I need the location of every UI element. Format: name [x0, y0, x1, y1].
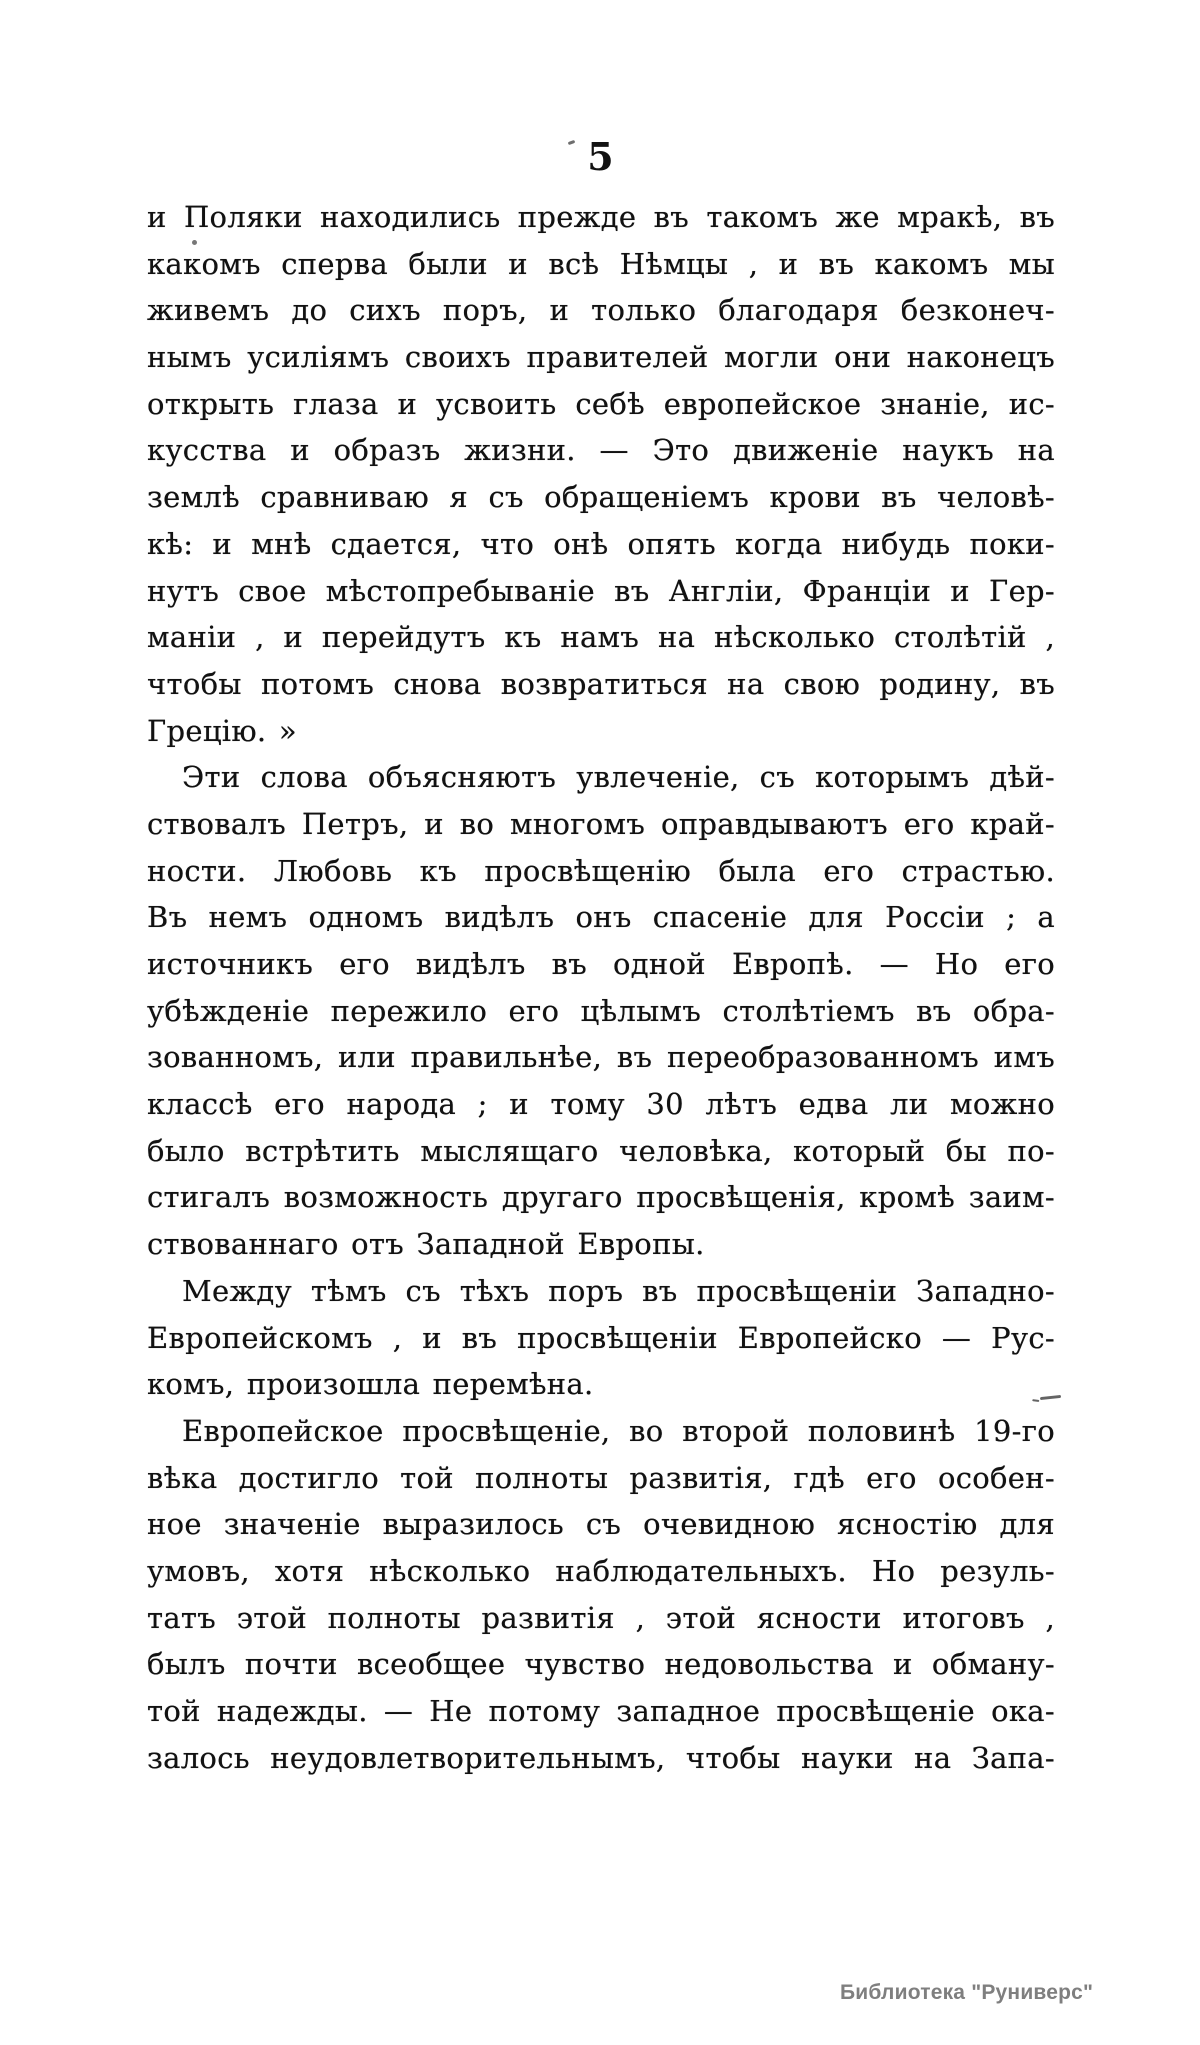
text-line: чтобы потомъ снова возвратиться на свою родину, въ	[147, 666, 1055, 701]
library-watermark: Библиотека "Руниверс"	[840, 1981, 1094, 2004]
text-line: кусства и образъ жизни. — Это движеніе наукъ на	[147, 433, 1055, 468]
text-line: какомъ сперва были и всѣ Нѣмцы , и въ какомъ мы	[147, 246, 1055, 281]
text-line: землѣ сравниваю я съ обращеніемъ крови въ человѣ-	[147, 480, 1055, 515]
text-line: зованномъ, или правильнѣе, въ переобразованномъ имъ	[147, 1040, 1055, 1075]
text-line: маніи , и перейдутъ къ намъ на нѣсколько столѣтій ,	[147, 620, 1055, 655]
text-line: Европейскомъ , и въ просвѣщеніи Европейско — Рус-	[147, 1320, 1055, 1355]
text-line: было встрѣтить мыслящаго человѣка, который бы по-	[147, 1133, 1055, 1168]
text-line: той надежды. — Не потому западное просвѣщеніе ока-	[147, 1694, 1055, 1728]
text-line: кѣ: и мнѣ сдается, что онѣ опять когда нибудь поки-	[147, 526, 1055, 561]
text-line: живемъ до сихъ поръ, и только благодаря безконеч-	[147, 293, 1055, 328]
text-line-paragraph-end: ствованнаго отъ Западной Европы.	[147, 1227, 705, 1262]
text-line-paragraph-start: Между тѣмъ съ тѣхъ поръ въ просвѣщеніи Западно-	[182, 1273, 1055, 1308]
text-line: татъ этой полноты развитія , этой ясности итоговъ ,	[147, 1600, 1055, 1635]
text-line: вѣка достигло той полноты развитія, гдѣ его особен-	[147, 1460, 1055, 1495]
text-line-paragraph-start: Эти слова объясняютъ увлеченіе, съ которымъ дѣй-	[182, 760, 1055, 795]
text-line: ное значеніе выразилось съ очевидною ясностію для	[147, 1507, 1055, 1542]
text-line-paragraph-end: комъ, произошла перемѣна.	[147, 1367, 594, 1402]
text-line: Въ немъ одномъ видѣлъ онъ спасеніе для Россіи ; а	[147, 900, 1055, 935]
text-line-paragraph-end: Грецію. »	[147, 713, 297, 748]
text-line: стигалъ возможность другаго просвѣщенія, кромѣ заим-	[147, 1180, 1055, 1215]
text-line-paragraph-start: Европейское просвѣщеніе, во второй половинѣ 19-го	[182, 1413, 1055, 1448]
text-line: ствовалъ Петръ, и во многомъ оправдываютъ его край-	[147, 806, 1055, 841]
text-line: умовъ, хотя нѣсколько наблюдательныхъ. Но резуль-	[147, 1553, 1055, 1588]
text-line: классѣ его народа ; и тому 30 лѣтъ едва ли можно	[147, 1087, 1055, 1122]
text-line: источникъ его видѣлъ въ одной Европѣ. — Но его	[147, 947, 1055, 981]
text-line: былъ почти всеобщее чувство недовольства и обману-	[147, 1647, 1055, 1682]
text-line: и Поляки находились прежде въ такомъ же мракѣ, въ	[147, 200, 1055, 234]
text-line: открыть глаза и усвоить себѣ европейское знаніе, ис-	[147, 386, 1055, 421]
text-line: нутъ свое мѣстопребываніе въ Англіи, Франціи и Гер-	[147, 573, 1055, 608]
body-text	[147, 194, 1055, 1781]
page-number: 5	[587, 134, 615, 179]
text-line: залось неудовлетворительнымъ, чтобы науки на Запа-	[147, 1740, 1055, 1775]
text-line: убѣжденіе пережило его цѣлымъ столѣтіемъ въ обра-	[147, 993, 1055, 1028]
text-line: нымъ усиліямъ своихъ правителей могли они наконецъ	[147, 340, 1055, 375]
text-line: ности. Любовь къ просвѣщенію была его страстью.	[147, 853, 1055, 888]
